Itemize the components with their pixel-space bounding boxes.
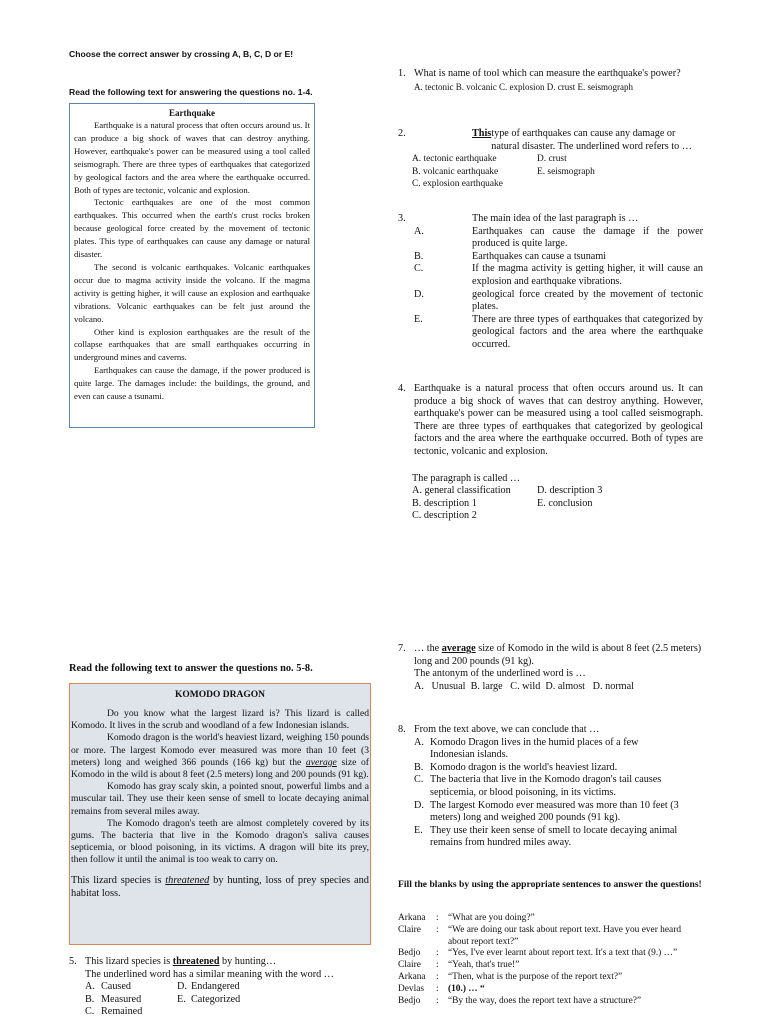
komodo-paragraph: Do you know what the largest lizard is? This lizard is called Komodo. It lives in the scrub and woodland of a few Indonesian islands. [71, 708, 369, 732]
answer-option[interactable]: B. Measured E. Categorized [85, 993, 241, 1005]
dialog-line: Arkana : “What are you doing?” [398, 913, 535, 923]
passage-paragraph: Other kind is explosion earthquakes are the result of the collapse earthquakes that are small earthquakes occurring in underground mines and caverns. [74, 326, 310, 363]
komodo-paragraph: This lizard species is threatened by hunting, loss of prey species and habitat loss. [71, 874, 370, 900]
answer-option[interactable]: B. description 1 [412, 497, 477, 509]
dialog-line: Bedjo : “By the way, does the report text have a structure?” [398, 995, 642, 1006]
answer-option[interactable]: C. If the magma activity is getting higher, it will cause an explosion and earthquake vibrations. [414, 263, 703, 287]
answer-options [398, 485, 703, 523]
dialog-line: Claire : “Yeah, that's true!” [398, 960, 520, 971]
underlined-word-average: average [305, 756, 337, 768]
earthquake-passage-box [69, 103, 315, 428]
answer-option[interactable]: E. They use their keen sense of smell to locate decaying animal remains from hundred miles away. [414, 824, 678, 849]
answer-option[interactable]: B. Komodo dragon is the world's heaviest lizard. [414, 761, 618, 773]
answer-option[interactable]: A. general classification [412, 485, 511, 497]
dialog-line: Devlas : (10.) … “ [398, 983, 485, 994]
komodo-paragraph: Komodo has gray scaly skin, a pointed snout, powerful limbs and a muscular tail. They use their keen sense of smell to locate decaying animal remains from several miles away. [71, 781, 369, 817]
underlined-word-threatened: threatened [165, 874, 210, 886]
dialog-line: Bedjo : “Yes, I've ever learnt about report text. It's a text that (9.) …” [398, 948, 678, 959]
question-3: 3. The main idea of the last paragraph is … A. Earthquakes can cause the damage if the power produced is quite large. B. Earthquakes can cause a tsunami C. If the magma activity is getting higher, it will cause an explosion and earthquake vibrations. D. geological force created by the movement of tectonic plates. E. There are three types of earthquakes that categorized by geological factors and the area where the earthquake occurred. [398, 213, 703, 350]
answer-option[interactable]: C. The bacteria that live in the Komodo dragon's tail causes septicemia, or blood poisoning, in its victims. [414, 774, 662, 798]
answer-option[interactable]: D. The largest Komodo ever measured was more than 10 feet (3 meters) long and weighed 200 pounds (91 kg). [414, 799, 679, 824]
instruction-passage-2: Read the following text to answer the questions no. 5-8. [69, 663, 313, 674]
answer-option[interactable]: A. Caused D. Endangered [85, 981, 240, 993]
answer-option[interactable]: E. conclusion [537, 497, 593, 509]
passage-paragraph: Earthquake is a natural process that often occurs around us. It can produce a big shock of waves that can destroy anything. However, earthquake's power can be measured using a tool called seismograph. There are three types of earthquakes that categorized by geological factors and the area where the earthquake occurred. Both of types are tectonic, volcanic and explosion. [74, 120, 310, 195]
answer-option[interactable]: D. geological force created by the movement of tectonic plates. [414, 288, 703, 313]
answer-option[interactable]: D. description 3 [537, 485, 603, 497]
question-5: 5. This lizard species is threatened by hunting… The underlined word has a similar meaning with the word … A. Caused D. Endangered B. Measured E. Categorized C. Remained [69, 956, 369, 1019]
dialog-line: Arkana : “Then, what is the purpose of the report text?” [398, 971, 623, 982]
answer-option[interactable]: A. Komodo Dragon lives in the humid places of a few Indonesian islands. [414, 736, 639, 761]
dialog-line: Claire : “We are doing our task about report text. Have you ever heard about report text?” [398, 924, 682, 947]
question-1: 1. What is name of tool which can measure the earthquake's power? A. tectonic B. volcanic C. explosion D. crust E. seismograph [398, 68, 703, 93]
answer-option[interactable]: C. description 2 [412, 510, 477, 522]
earthquake-passage [74, 119, 310, 403]
answer-options[interactable]: A. Unusual B. large C. wild D. almost D. normal [414, 680, 634, 692]
question-4-prompt: The paragraph is called … [412, 472, 521, 484]
answer-option[interactable]: C. Remained [85, 1006, 143, 1018]
underlined-word-this: This [472, 128, 492, 139]
passage-title: Earthquake [168, 108, 215, 118]
underlined-word-threatened: threatened [172, 956, 220, 967]
question-7: 7. … the average size of Komodo in the wild is about 8 feet (2.5 meters) long and 200 pounds (91 kg). The antonym of the underlined word is … A. Unusual B. large C. wild D. almost D. normal [398, 643, 702, 692]
answer-option[interactable]: B. Earthquakes can cause a tsunami [414, 250, 607, 262]
passage-paragraph: The second is volcanic earthquakes. Volcanic earthquakes occur due to magma activity inside the volcano. If the magma activity is getting higher, it will cause an explosion and earthquake vibrations. Volcanic earthquakes can be felt just around the volcano. [74, 261, 310, 324]
answer-option[interactable]: A. tectonic earthquake [412, 154, 497, 165]
answer-option[interactable]: A. Earthquakes can cause the damage if the power produced is quite large. [414, 225, 703, 250]
answer-option[interactable]: E. There are three types of earthquakes that categorized by geological factors and the area where the earthquake occurred. [414, 313, 703, 350]
instruction-choose: Choose the correct answer by crossing A, B, C, D or E! [69, 49, 294, 59]
question-2: 2. This type of earthquakes can cause any damage or natural disaster. The underlined word refers to … A. tectonic earthquake D. crust B. volcanic earthquake E. seismograph C. explosion earthquake [398, 128, 703, 191]
answer-options[interactable]: A. tectonic B. volcanic C. explosion D. crust E. seismograph [414, 81, 633, 92]
question-7-prompt: The antonym of the underlined word is … [414, 668, 586, 680]
dialog [398, 913, 703, 1007]
answer-options [398, 153, 703, 191]
passage-paragraph: Earthquakes can cause the damage, if the power produced is quite large. The damages include: the buildings, the ground, and even can cause a tsunami. [74, 365, 310, 402]
answer-option[interactable]: D. crust [537, 154, 567, 165]
komodo-passage [70, 708, 370, 901]
komodo-passage-box [69, 683, 371, 945]
underlined-word-average: average [441, 643, 476, 654]
question-8: 8. From the text above, we can conclude that … A. Komodo Dragon lives in the humid places of a few Indonesian islands. B. Komodo dragon is the world's heaviest lizard. C. The bacteria that live in the Komodo dragon's tail causes septicemia, or blood poisoning, in its victims. D. The largest Komodo ever measured was more than 10 feet (3 meters) long and weighed 200 pounds (91 kg). E. They use their keen sense of smell to locate decaying animal remains from hundred miles away. [398, 724, 703, 850]
komodo-paragraph: Komodo dragon is the world's heaviest lizard, weighing 150 pounds or more. The largest Komodo ever measured was more than 10 feet (3 meters) long and weighed 366 pounds (166 kg) but the average size of Komodo in the wild is about 8 feet (2.5 meters) long and 200 pounds (91 kg). [71, 732, 369, 781]
answer-option[interactable]: C. explosion earthquake [412, 179, 503, 190]
answer-option[interactable]: E. seismograph [537, 166, 595, 177]
instruction-passage-1: Read the following text for answering the questions no. 1-4. [69, 87, 313, 97]
answer-option[interactable]: B. volcanic earthquake [412, 166, 499, 177]
komodo-title: KOMODO DRAGON [175, 690, 265, 700]
komodo-paragraph: The Komodo dragon's teeth are almost completely covered by its gums. The bacteria that live in the Komodo dragon's saliva causes septicemia, or blood poisoning, in its victims. A dragon will bite its prey, then follow it until the animal is too weak to carry on. [71, 817, 369, 866]
question-4: 4. Earthquake is a natural process that often occurs around us. It can produce a big shock of waves that can destroy anything. However, earthquake's power can be measured using a tool called seismograph. There are three types of earthquakes that categorized by geological factors and the area where the earthquake occurred. Both of types are tectonic, volcanic and explosion. The paragraph is called … A. general classification D. description 3 B. description 1 E. conclusion C. description 2 [398, 383, 703, 522]
instruction-fill-blanks: Fill the blanks by using the appropriate sentences to answer the questions! [398, 879, 702, 890]
passage-paragraph: Tectonic earthquakes are one of the most common earthquakes. This occurred when the earth's crust rocks broken because geological force created by the movement of tectonic plates. This type of earthquakes can cause any damage or natural disaster. [74, 197, 310, 260]
